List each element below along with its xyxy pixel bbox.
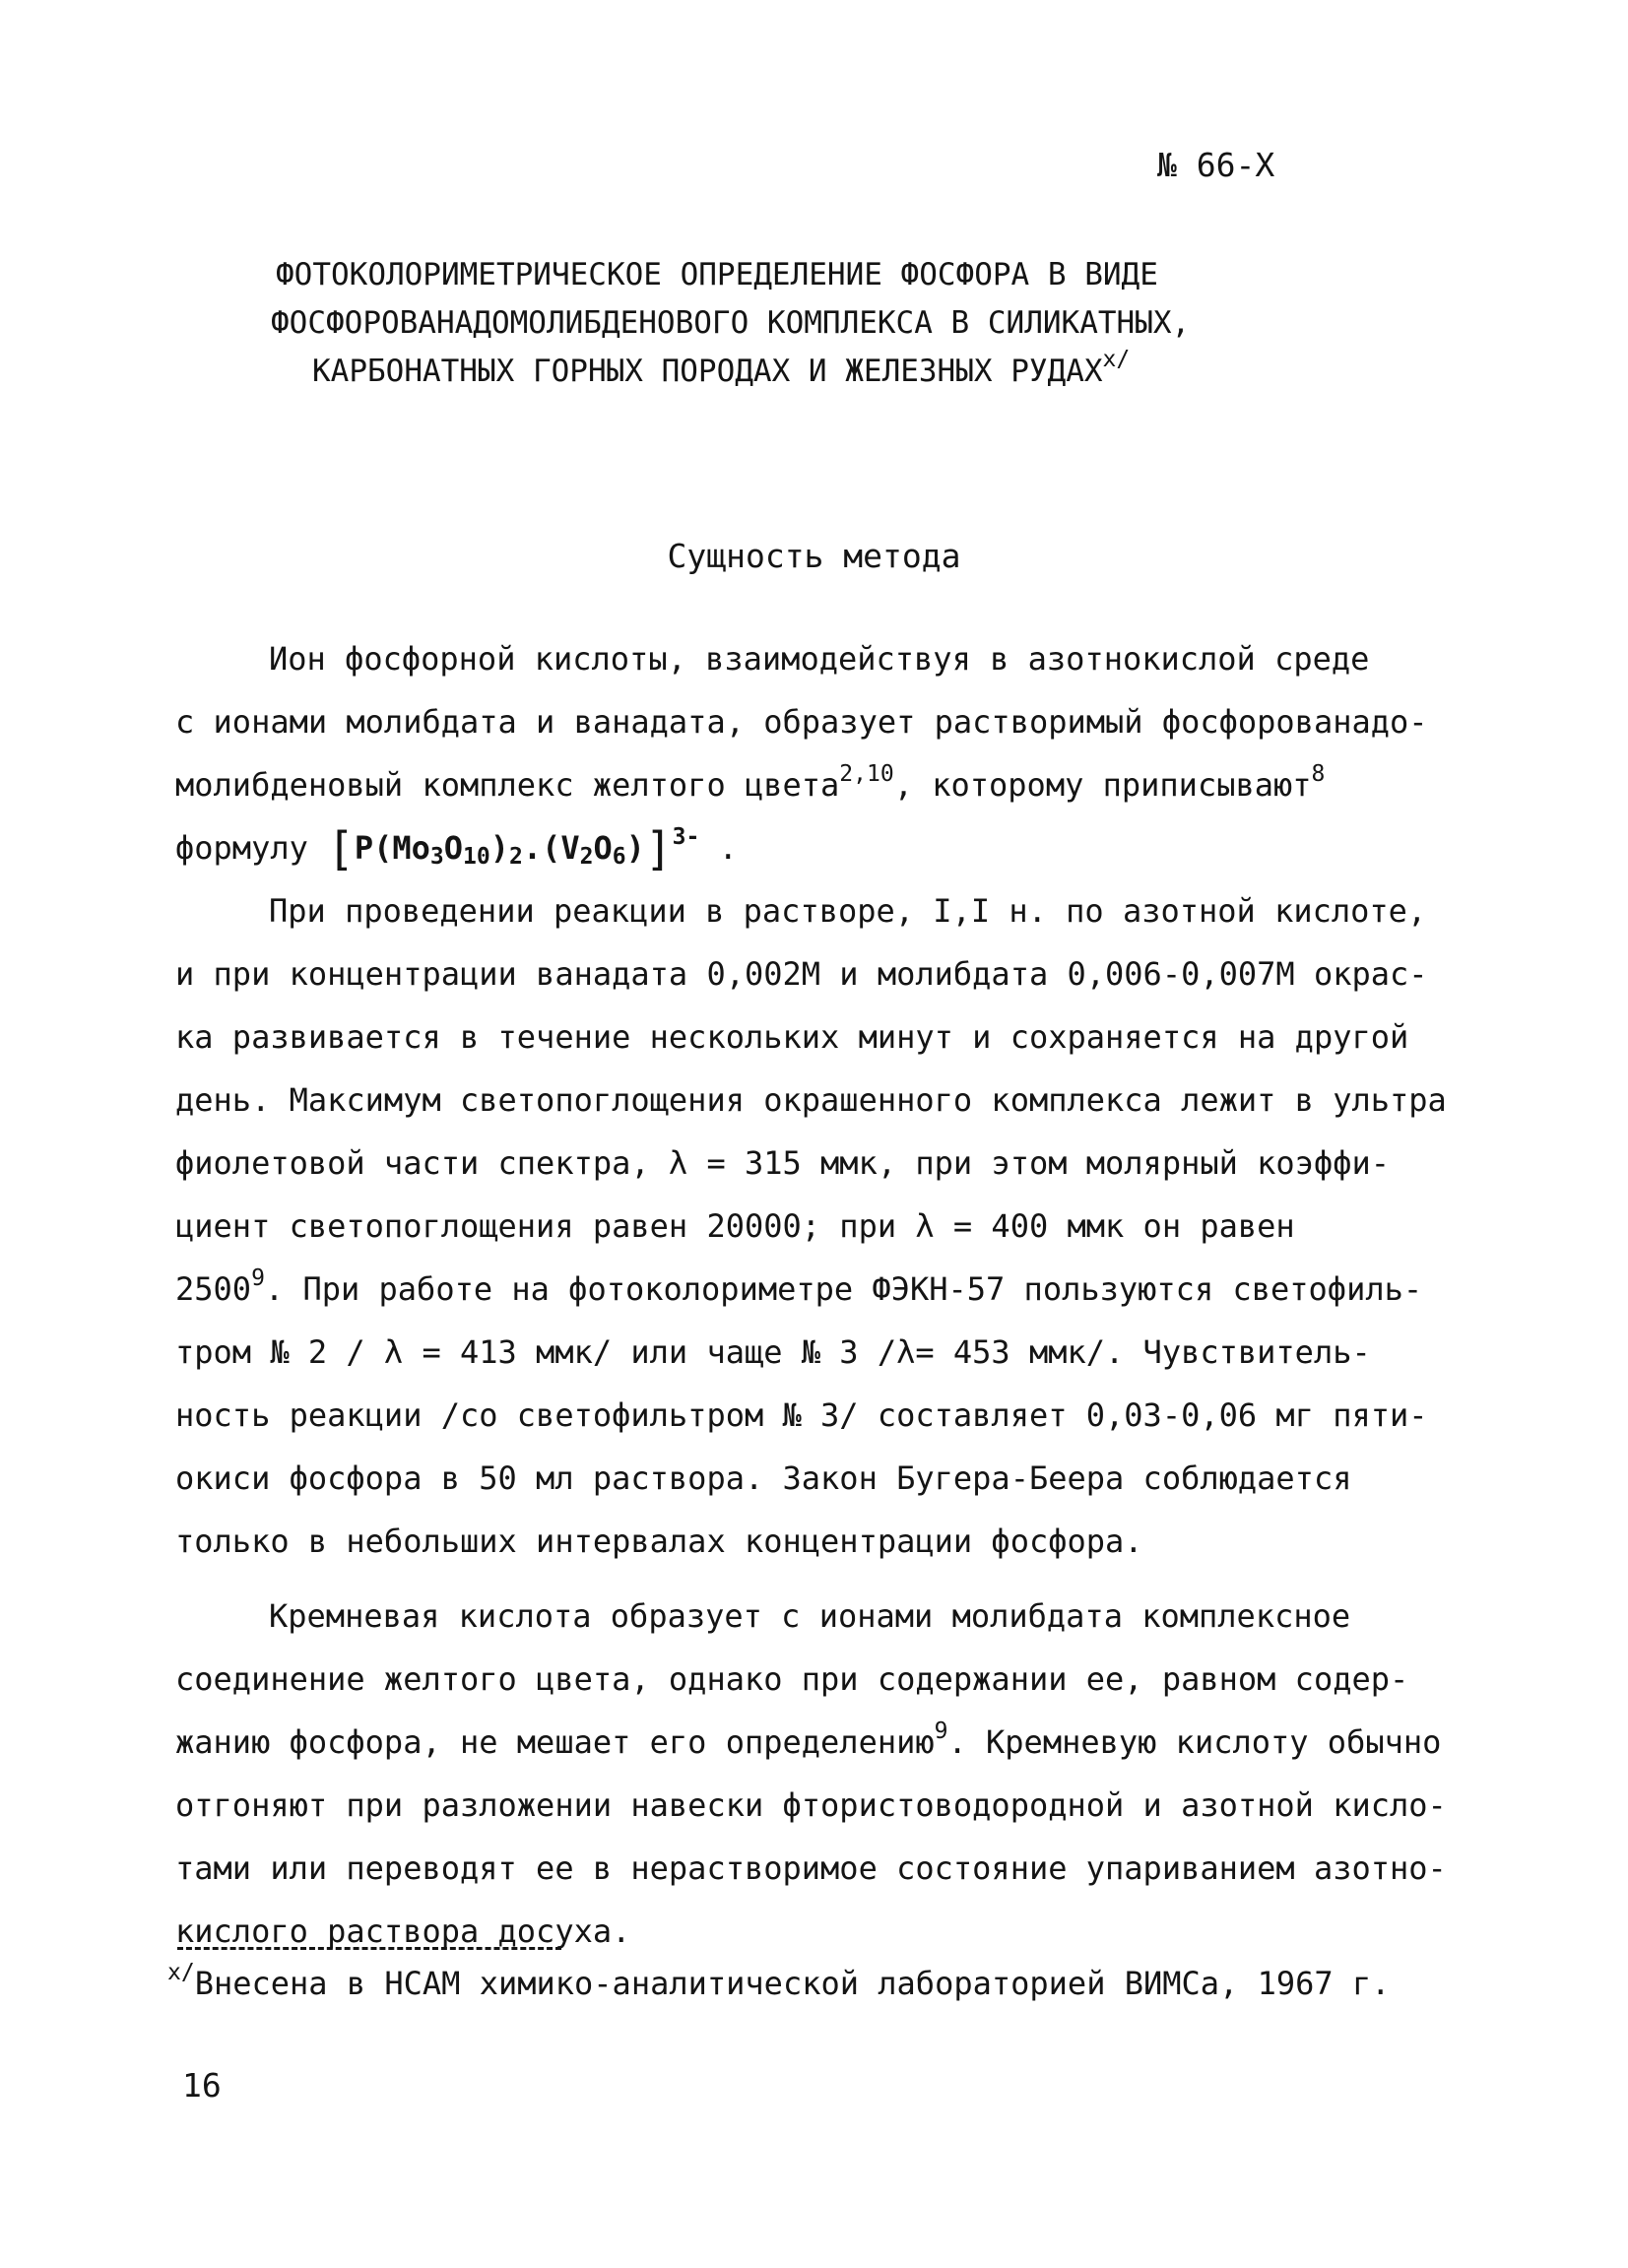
text-segment: жанию фосфора, не мешает его определению xyxy=(175,1723,935,1761)
text-segment: . При работе на фотоколориметре ФЭКН-57 пользуются светофиль- xyxy=(264,1270,1423,1308)
footnote xyxy=(167,1960,1448,2002)
reference-superscript: 9 xyxy=(934,1718,948,1744)
paragraph-2-line-8: тром № 2 / λ = 413 ммк/ или чаще № 3 /λ= 453 ммк/. Чувствитель- xyxy=(175,1333,1371,1371)
text-segment: молибденовый комплекс желтого цвета xyxy=(175,766,840,804)
body-text xyxy=(175,627,1475,1963)
formula-subscript: 2 xyxy=(579,844,594,870)
formula-part: O xyxy=(443,829,464,867)
title-line-2: ФОСФОРОВАНАДОМОЛИБДЕНОВОГО КОМПЛЕКСА В СИЛИКАТНЫХ, xyxy=(271,305,1191,341)
paragraph-2-line-9: ность реакции /со светофильтром № 3/ составляет 0,03-0,06 мг пяти- xyxy=(175,1396,1428,1434)
paragraph-3-line-5: тами или переводят ее в нерастворимое состояние упариванием азотно- xyxy=(175,1849,1447,1887)
formula-part: ) xyxy=(625,829,645,867)
paragraph-1-line-4 xyxy=(175,816,1475,879)
paragraph-3-line-6: кислого раствора досуха. xyxy=(175,1912,631,1950)
formula-part: ) xyxy=(489,829,509,867)
reference-superscript: 9 xyxy=(251,1265,265,1291)
paragraph-2-line-7 xyxy=(175,1258,1475,1321)
formula-subscript: 2 xyxy=(508,844,523,870)
formula-part: O xyxy=(593,829,613,867)
paragraph-gap xyxy=(175,1573,1475,1585)
formula-subscript: 3 xyxy=(429,844,444,870)
paragraph-2-line-5: фиолетовой части спектра, λ = 315 ммк, при этом молярный коэффи- xyxy=(175,1144,1390,1182)
paragraph-2-line-3: ка развивается в течение нескольких минут и сохраняется на другой xyxy=(175,1018,1409,1056)
formula-subscript: 6 xyxy=(612,844,626,870)
footnote-text: Внесена в НСАМ химико-аналитической лабораторией ВИМСа, 1967 г. xyxy=(194,1965,1391,2002)
formula-bracket-open: [ xyxy=(327,822,355,875)
text-segment: , которому приписывают xyxy=(893,766,1312,804)
formula-subscript: 10 xyxy=(463,844,490,870)
document-title xyxy=(177,251,1487,396)
paragraph-2-line-6: циент светопоглощения равен 20000; при λ = 400 ммк он равен xyxy=(175,1207,1295,1245)
text-segment: формулу xyxy=(175,829,328,867)
formula-charge: 3- xyxy=(672,824,700,850)
formula-part: .(V xyxy=(522,829,580,867)
document-number: № 66-Х xyxy=(1157,146,1275,184)
paragraph-3-line-3 xyxy=(175,1711,1475,1774)
paragraph-2-line-4: день. Максимум светопоглощения окрашенного комплекса лежит в ультра xyxy=(175,1081,1447,1119)
title-line-1: ФОТОКОЛОРИМЕТРИЧЕСКОЕ ОПРЕДЕЛЕНИЕ ФОСФОРА В ВИДЕ xyxy=(276,257,1158,292)
title-line-3 xyxy=(177,348,1487,396)
paragraph-3-line-2: соединение желтого цвета, однако при содержании ее, равном содер- xyxy=(175,1660,1409,1698)
paragraph-1-line-1: Ион фосфорной кислоты, взаимодействуя в азотнокислой среде xyxy=(269,640,1370,678)
footnote-divider xyxy=(177,1947,561,1950)
text-segment: . Кремневую кислоту обычно xyxy=(947,1723,1442,1761)
reference-superscript: 8 xyxy=(1311,761,1326,787)
section-heading: Сущность метода xyxy=(667,537,961,575)
title-line-3-text: КАРБОНАТНЫХ ГОРНЫХ ПОРОДАХ И ЖЕЛЕЗНЫХ РУДАХ xyxy=(312,354,1103,389)
page-number: 16 xyxy=(182,2066,222,2105)
paragraph-3-line-4: отгоняют при разложении навески фтористоводородной и азотной кисло- xyxy=(175,1786,1447,1824)
paragraph-2-line-2: и при концентрации ванадата 0,002М и молибдата 0,006-0,007М окрас- xyxy=(175,955,1428,993)
text-segment: 2500 xyxy=(175,1270,252,1308)
paragraph-2-line-11: только в небольших интервалах концентрации фосфора. xyxy=(175,1523,1143,1560)
paragraph-3-line-1: Кремневая кислота образует с ионами молибдата комплексное xyxy=(269,1597,1351,1635)
title-footnote-mark: х/ xyxy=(1102,347,1131,372)
paragraph-2-line-1: При проведении реакции в растворе, I,I н. по азотной кислоте, xyxy=(269,892,1427,930)
reference-superscript: 2,10 xyxy=(839,761,894,787)
paragraph-2-line-10: окиси фосфора в 50 мл раствора. Закон Бугера-Беера соблюдается xyxy=(175,1459,1352,1497)
formula-part: P(Mo xyxy=(354,829,430,867)
paragraph-1-line-2: с ионами молибдата и ванадата, образует растворимый фосфорованадо- xyxy=(175,703,1428,741)
footnote-mark: х/ xyxy=(167,1960,195,1985)
text-segment: . xyxy=(699,829,738,867)
formula-bracket-close: ] xyxy=(644,822,673,875)
paragraph-1-line-3 xyxy=(175,753,1475,816)
chemical-formula xyxy=(327,822,700,875)
